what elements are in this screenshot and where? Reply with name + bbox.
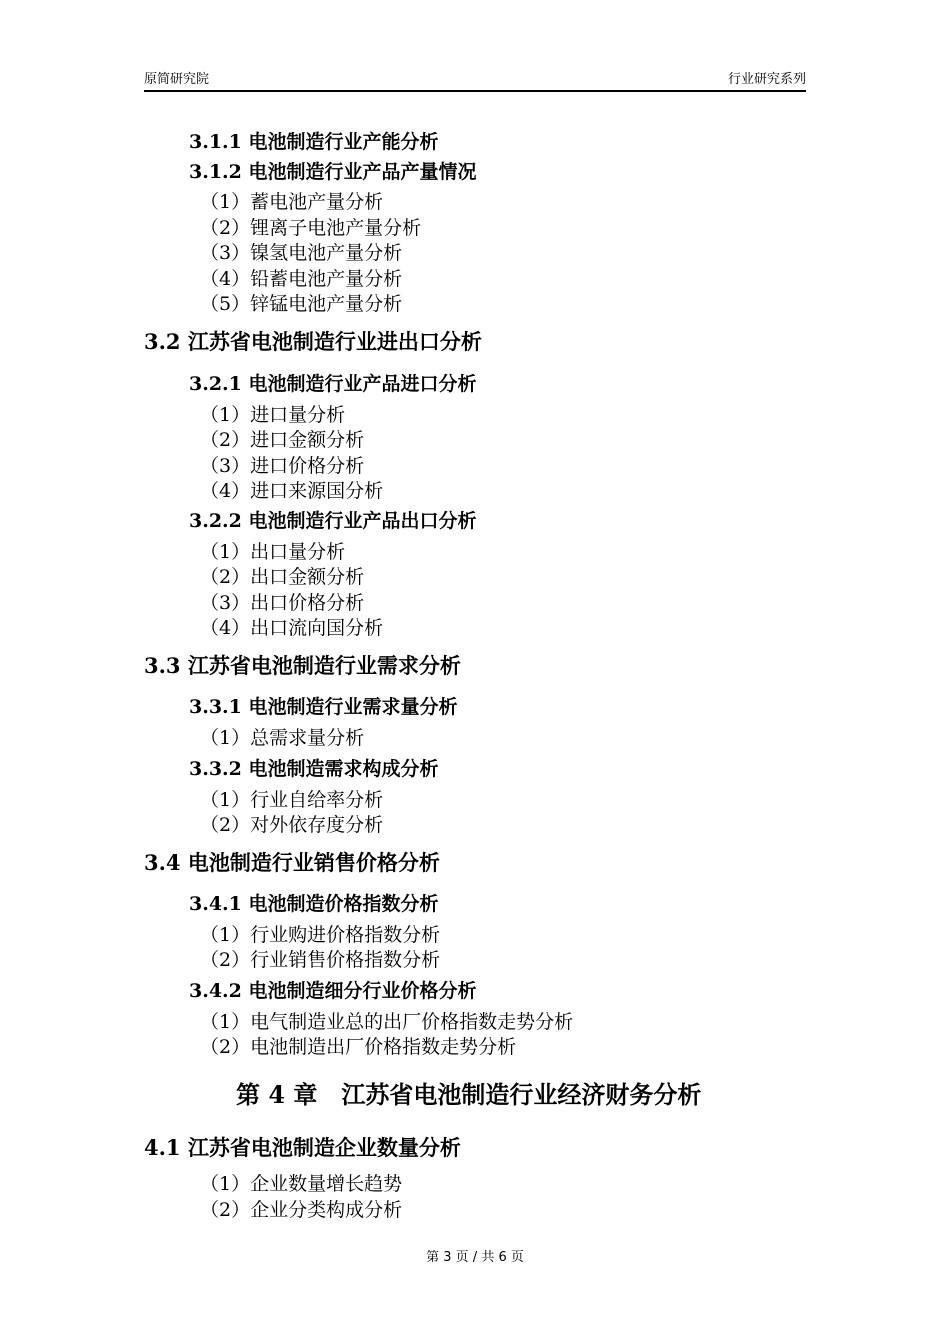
section-heading: 3.2.1 电池制造行业产品进口分析 [189, 373, 477, 395]
toc-item: （4）出口流向国分析 [200, 617, 384, 639]
toc-item: （5）锌锰电池产量分析 [200, 293, 403, 315]
section-heading: 3.3 江苏省电池制造行业需求分析 [144, 653, 461, 678]
toc-item: （2）进口金额分析 [200, 429, 365, 451]
toc-item: （2）电池制造出厂价格指数走势分析 [200, 1036, 517, 1058]
section-heading: 3.1.2 电池制造行业产品产量情况 [189, 161, 477, 183]
header-org-name: 原简研究院 [144, 72, 210, 87]
chapter-heading: 第 4 章 江苏省电池制造行业经济财务分析 [236, 1080, 702, 1109]
section-heading: 3.4 电池制造行业销售价格分析 [144, 850, 440, 875]
toc-item: （1）电气制造业总的出厂价格指数走势分析 [200, 1011, 574, 1033]
toc-item: （4）铅蓄电池产量分析 [200, 268, 403, 290]
section-heading: 3.2.2 电池制造行业产品出口分析 [189, 510, 477, 532]
toc-item: （4）进口来源国分析 [200, 480, 384, 502]
toc-item: （1）出口量分析 [200, 541, 346, 563]
toc-item: （1）企业数量增长趋势 [200, 1173, 403, 1195]
page-footer: 第 3 页 / 共 6 页 [426, 1250, 524, 1265]
toc-item: （1）蓄电池产量分析 [200, 191, 384, 213]
toc-item: （2）企业分类构成分析 [200, 1199, 403, 1221]
toc-item: （3）出口价格分析 [200, 592, 365, 614]
toc-item: （2）行业销售价格指数分析 [200, 949, 441, 971]
toc-item: （3）镍氢电池产量分析 [200, 242, 403, 264]
toc-item: （1）行业自给率分析 [200, 789, 384, 811]
toc-item: （2）锂离子电池产量分析 [200, 217, 422, 239]
section-heading: 3.4.2 电池制造细分行业价格分析 [189, 980, 477, 1002]
section-heading: 3.1.1 电池制造行业产能分析 [189, 131, 439, 153]
section-heading: 3.3.2 电池制造需求构成分析 [189, 758, 439, 780]
toc-item: （1）进口量分析 [200, 404, 346, 426]
header-series-name: 行业研究系列 [727, 72, 806, 87]
toc-item: （2）对外依存度分析 [200, 814, 384, 836]
toc-item: （3）进口价格分析 [200, 455, 365, 477]
section-heading: 4.1 江苏省电池制造企业数量分析 [144, 1135, 461, 1160]
toc-item: （2）出口金额分析 [200, 566, 365, 588]
toc-item: （1）总需求量分析 [200, 727, 365, 749]
section-heading: 3.2 江苏省电池制造行业进出口分析 [144, 329, 482, 354]
page-header [144, 68, 806, 92]
section-heading: 3.3.1 电池制造行业需求量分析 [189, 696, 458, 718]
toc-item: （1）行业购进价格指数分析 [200, 924, 441, 946]
section-heading: 3.4.1 电池制造价格指数分析 [189, 893, 439, 915]
